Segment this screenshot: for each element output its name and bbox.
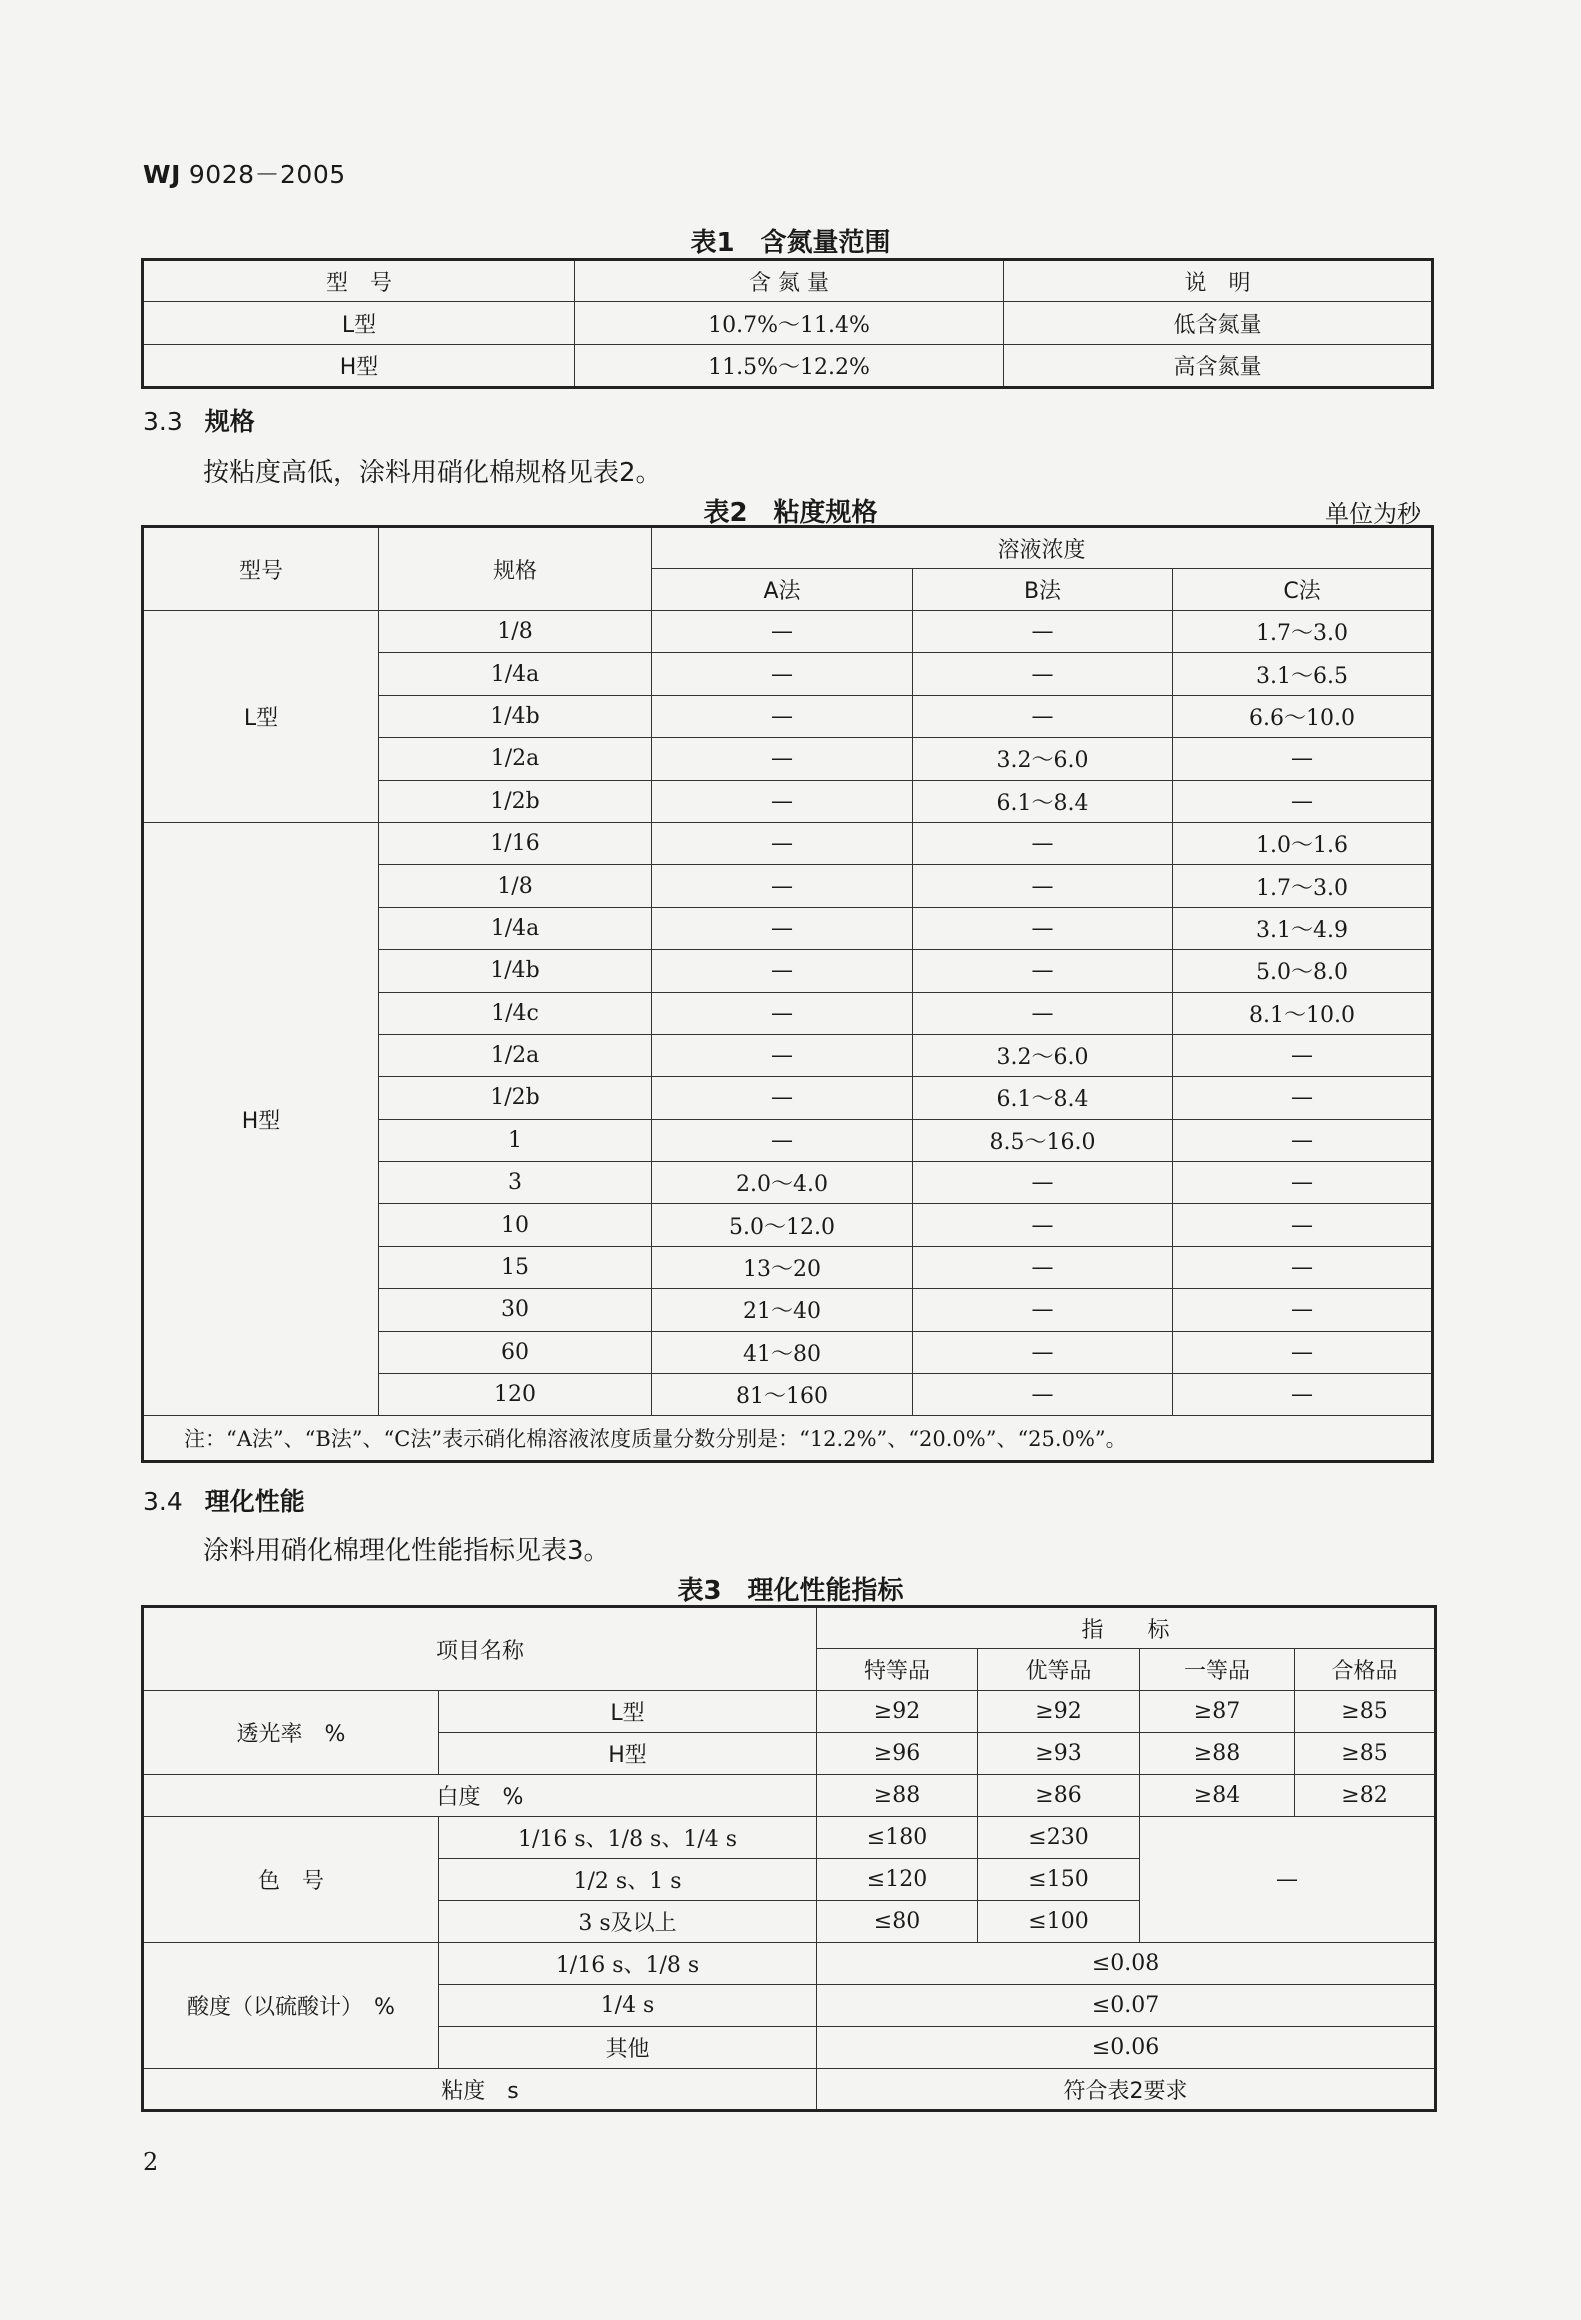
table2-cell: 21～40 (652, 1289, 913, 1331)
table3-header-grade: 合格品 (1295, 1649, 1436, 1691)
table3-viscosity-value: 符合表2要求 (817, 2069, 1436, 2111)
table2-cell: — (913, 1162, 1173, 1204)
table3-cell: ≥82 (1295, 1775, 1436, 1817)
table2-cell: 13～20 (652, 1246, 913, 1288)
table1 (141, 258, 1434, 389)
table2-cell: — (1173, 1331, 1433, 1373)
table3-cell: ≤180 (817, 1817, 978, 1859)
table2-cell: 2.0～4.0 (652, 1162, 913, 1204)
table2-group-l: L型 (143, 611, 379, 823)
table3-cell: 3 s及以上 (439, 1901, 817, 1943)
table3-cell: ≥87 (1140, 1691, 1295, 1733)
section-number: 3.3 (143, 407, 183, 436)
table2-cell: — (913, 822, 1173, 864)
table2-cell: — (1173, 1374, 1433, 1416)
table2-cell: — (652, 611, 913, 653)
table2-cell: — (913, 1246, 1173, 1288)
standard-code-prefix: WJ (143, 160, 181, 189)
table1-header-type: 型 号 (143, 260, 575, 302)
table3-cell: ≥85 (1295, 1691, 1436, 1733)
table2-cell: — (1173, 1119, 1433, 1161)
table3-cell: ≤80 (817, 1901, 978, 1943)
table2-cell: — (1173, 1204, 1433, 1246)
table3-cell: ≥84 (1140, 1775, 1295, 1817)
table2-cell: — (1173, 1162, 1433, 1204)
table3-cell: ≥96 (817, 1733, 978, 1775)
table3-color-other: — (1140, 1817, 1436, 1943)
table3-caption: 表3 理化性能指标 (677, 1576, 904, 1606)
table2-cell: 3.2～6.0 (913, 1034, 1173, 1076)
table2-cell: — (1173, 1077, 1433, 1119)
table2-cell: — (652, 695, 913, 737)
table3-cell: ≥92 (978, 1691, 1140, 1733)
table2-cell: 6.1～8.4 (913, 1077, 1173, 1119)
table2-cell: 1/4a (379, 907, 652, 949)
table2-cell: — (652, 738, 913, 780)
table2-cell: — (913, 907, 1173, 949)
table2-cell: 1/2b (379, 780, 652, 822)
table3-whiteness-label: 白度 % (143, 1775, 817, 1817)
table1-cell: L型 (143, 302, 575, 345)
table3-viscosity-label: 粘度 s (143, 2069, 817, 2111)
table2-cell: — (913, 950, 1173, 992)
table3-header-grade: 优等品 (978, 1649, 1140, 1691)
table2-cell: 1/4b (379, 950, 652, 992)
table2-cell: — (1173, 1289, 1433, 1331)
table3-cell: ≤230 (978, 1817, 1140, 1859)
table1-header-nitrogen: 含 氮 量 (575, 260, 1004, 302)
table2-cell: 1/8 (379, 611, 652, 653)
table3-cell: 1/2 s、1 s (439, 1859, 817, 1901)
table2-cell: — (913, 611, 1173, 653)
table3 (141, 1605, 1437, 2112)
table2-cell: — (652, 780, 913, 822)
table3-acidity-label: 酸度（以硫酸计） % (143, 1943, 439, 2069)
table2-cell: — (913, 695, 1173, 737)
table1-cell: 低含氮量 (1004, 302, 1433, 345)
table2-cell: 120 (379, 1374, 652, 1416)
table3-cell: ≥85 (1295, 1733, 1436, 1775)
table2-cell: 1/4a (379, 653, 652, 695)
table2-cell: 5.0～12.0 (652, 1204, 913, 1246)
table2-cell: 81～160 (652, 1374, 913, 1416)
table2-cell: 1.7～3.0 (1173, 611, 1433, 653)
standard-code (143, 155, 346, 191)
table2-cell: 1/4b (379, 695, 652, 737)
table3-cell: ≤100 (978, 1901, 1140, 1943)
table2-cell: 3 (379, 1162, 652, 1204)
table2-header-method-b: B法 (913, 569, 1173, 611)
table2-cell: — (1173, 738, 1433, 780)
table2-cell: 30 (379, 1289, 652, 1331)
standard-code-number: 9028－2005 (188, 160, 346, 189)
table1-cell: 高含氮量 (1004, 345, 1433, 388)
section-title: 理化性能 (204, 1487, 305, 1516)
section-3-3-heading (143, 402, 255, 438)
table2-cell: 3.1～4.9 (1173, 907, 1433, 949)
table2-cell: — (913, 1289, 1173, 1331)
table2-cell: — (652, 992, 913, 1034)
table2-cell: 41～80 (652, 1331, 913, 1373)
section-3-3-text: 按粘度高低，涂料用硝化棉规格见表2。 (203, 458, 662, 488)
table2-cell: 6.6～10.0 (1173, 695, 1433, 737)
table3-cell: ≥88 (817, 1775, 978, 1817)
table3-cell: 1/16 s、1/8 s (439, 1943, 817, 1985)
table1-cell: 10.7%～11.4% (575, 302, 1004, 345)
table3-header-grade: 特等品 (817, 1649, 978, 1691)
table2-cell: — (1173, 1246, 1433, 1288)
table2-cell: — (652, 1034, 913, 1076)
table2-cell: 1/16 (379, 822, 652, 864)
table2-cell: — (913, 992, 1173, 1034)
table2-cell: 1/2a (379, 738, 652, 780)
table2-cell: 1/2a (379, 1034, 652, 1076)
table1-header-desc: 说 明 (1004, 260, 1433, 302)
table3-header-grade: 一等品 (1140, 1649, 1295, 1691)
table3-header-item: 项目名称 (143, 1607, 817, 1691)
table2-cell: 10 (379, 1204, 652, 1246)
table2-cell: — (652, 653, 913, 695)
section-number: 3.4 (143, 1487, 183, 1516)
table3-cell: 1/4 s (439, 1985, 817, 2027)
section-3-4-heading (143, 1482, 305, 1518)
table2-cell: — (913, 1374, 1173, 1416)
table2-header-method-c: C法 (1173, 569, 1433, 611)
table2-cell: 1/4c (379, 992, 652, 1034)
table3-cell: ≥92 (817, 1691, 978, 1733)
table3-cell: ≤0.07 (817, 1985, 1436, 2027)
table2-cell: — (652, 865, 913, 907)
table3-cell: 其他 (439, 2027, 817, 2069)
table2-cell: — (652, 1077, 913, 1119)
table3-transmittance-label: 透光率 % (143, 1691, 439, 1775)
table2-note: 注：“A法”、“B法”、“C法”表示硝化棉溶液浓度质量分数分别是：“12.2%”、“20.0%”、“25.0%”。 (143, 1416, 1433, 1462)
table2-cell: — (913, 1331, 1173, 1373)
table2-cell: 8.1～10.0 (1173, 992, 1433, 1034)
table2-cell: — (913, 653, 1173, 695)
table2-header-concentration: 溶液浓度 (652, 527, 1433, 569)
table2-cell: 3.2～6.0 (913, 738, 1173, 780)
table2-cell: — (652, 907, 913, 949)
table2-cell: 15 (379, 1246, 652, 1288)
table1-cell: 11.5%～12.2% (575, 345, 1004, 388)
table2-unit: 单位为秒 (1325, 500, 1421, 528)
table2-cell: 1 (379, 1119, 652, 1161)
table1-cell: H型 (143, 345, 575, 388)
table3-cell: ≥86 (978, 1775, 1140, 1817)
table2-cell: 1.7～3.0 (1173, 865, 1433, 907)
table3-cell: H型 (439, 1733, 817, 1775)
table3-cell: ≤150 (978, 1859, 1140, 1901)
table3-cell: ≤120 (817, 1859, 978, 1901)
table2-caption: 表2 粘度规格 (703, 498, 878, 528)
section-3-4-text: 涂料用硝化棉理化性能指标见表3。 (203, 1536, 610, 1566)
table3-cell: ≤0.08 (817, 1943, 1436, 1985)
table2-cell: — (913, 1204, 1173, 1246)
table2-cell: 1/8 (379, 865, 652, 907)
table2-cell: 60 (379, 1331, 652, 1373)
table2-cell: — (913, 865, 1173, 907)
table2-cell: 6.1～8.4 (913, 780, 1173, 822)
table3-color-label: 色 号 (143, 1817, 439, 1943)
table3-cell: 1/16 s、1/8 s、1/4 s (439, 1817, 817, 1859)
section-title: 规格 (204, 407, 255, 436)
table2-cell: 1/2b (379, 1077, 652, 1119)
table2-cell: 5.0～8.0 (1173, 950, 1433, 992)
table2-header-method-a: A法 (652, 569, 913, 611)
table2-cell: 8.5～16.0 (913, 1119, 1173, 1161)
page-number: 2 (143, 2148, 159, 2176)
table2-cell: — (652, 950, 913, 992)
table2-header-type: 型号 (143, 527, 379, 611)
table2-cell: 3.1～6.5 (1173, 653, 1433, 695)
table2-cell: — (1173, 780, 1433, 822)
table2-cell: — (652, 1119, 913, 1161)
table3-cell: ≤0.06 (817, 2027, 1436, 2069)
table2-group-h: H型 (143, 822, 379, 1415)
table3-cell: ≥88 (1140, 1733, 1295, 1775)
table2 (141, 525, 1434, 1463)
table3-header-index: 指 标 (817, 1607, 1436, 1649)
table3-cell: ≥93 (978, 1733, 1140, 1775)
table3-cell: L型 (439, 1691, 817, 1733)
table2-cell: 1.0～1.6 (1173, 822, 1433, 864)
table2-cell: — (1173, 1034, 1433, 1076)
table2-cell: — (652, 822, 913, 864)
table1-caption: 表1 含氮量范围 (690, 228, 891, 258)
table2-header-spec: 规格 (379, 527, 652, 611)
